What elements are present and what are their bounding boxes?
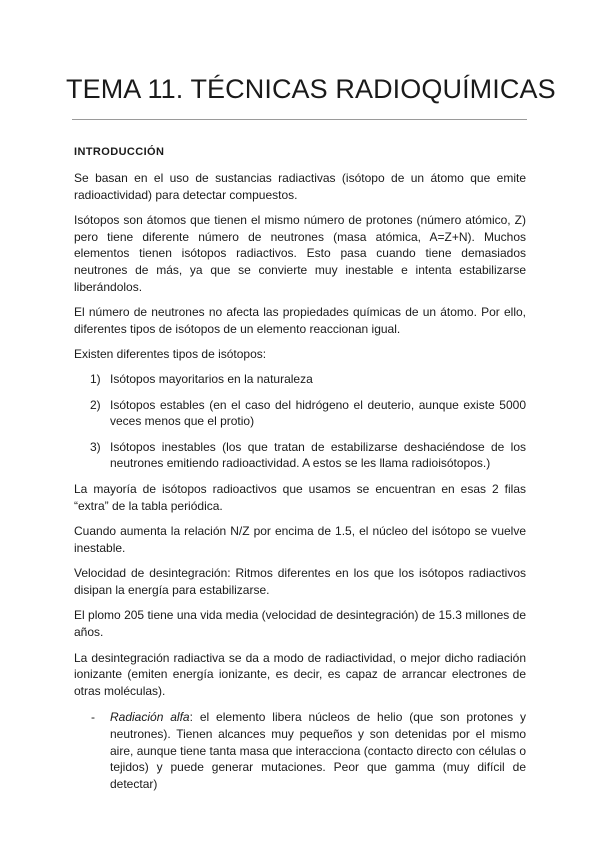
list-item-text: Isótopos estables (en el caso del hidrógeno el deuterio, aunque existe 5000 veces menos que el protio) (110, 397, 526, 429)
paragraph-decay-speed: Velocidad de desintegración: Ritmos diferentes en los que los isótopos radiactivos disipan la energía para estabilizarse. (74, 566, 526, 597)
isotope-types-list (74, 371, 526, 472)
paragraph-definition: Se basan en el uso de sustancias radiactivas (isótopo de un átomo que emite radioactividad) para detectar compuestos. (74, 171, 526, 202)
list-item (74, 439, 526, 472)
radiation-types-list (74, 709, 526, 792)
radiation-description: : el elemento libera núcleos de helio (que son protones y neutrones). Tienen alcances muy pequeños y son detenidas por el mismo aire, aunque tiene tanta masa que interacciona (contacto directo con células o tejidos) y puede generar mutaciones. Peor que gamma (muy difícil de detectar) (110, 710, 526, 791)
list-item (74, 709, 526, 792)
list-marker: 2) (90, 397, 101, 412)
list-item (74, 397, 526, 430)
page-title: TEMA 11. TÉCNICAS RADIOQUÍMICAS (66, 74, 556, 104)
paragraph-neutrons: El número de neutrones no afecta las propiedades químicas de un átomo. Por ello, diferentes tipos de isótopos de un elemento reaccionan igual. (74, 305, 526, 336)
paragraph-types-intro: Existen diferentes tipos de isótopos: (74, 347, 267, 362)
section-heading: INTRODUCCIÓN (74, 146, 165, 158)
list-marker: 3) (90, 439, 101, 454)
paragraph-lead-205: El plomo 205 tiene una vida media (velocidad de desintegración) de 15.3 millones de años. (74, 608, 526, 640)
list-item-text: Isótopos mayoritarios en la naturaleza (110, 371, 313, 386)
radiation-name: Radiación alfa (110, 710, 190, 725)
paragraph-ionizing: La desintegración radiactiva se da a modo de radiactividad, o mejor dicho radiación ionizante (emiten energía ionizante, es decir, es capaz de arrancar electrones de otras moléculas). (74, 650, 526, 698)
list-marker: - (91, 710, 95, 725)
list-item (74, 371, 526, 388)
list-item-text: Isótopos inestables (los que tratan de estabilizarse deshaciéndose de los neutrones emitiendo radioactividad. A estos se les llama radioisótopos.) (110, 439, 526, 471)
paragraph-nz-ratio: Cuando aumenta la relación N/Z por encima de 1.5, el núcleo del isótopo se vuelve inestable. (74, 524, 526, 555)
list-item-text (110, 709, 526, 792)
paragraph-periodic-table: La mayoría de isótopos radioactivos que usamos se encuentran en esas 2 filas “extra” de la tabla periódica. (74, 481, 526, 513)
title-divider (72, 119, 527, 120)
list-marker: 1) (90, 371, 101, 386)
paragraph-isotopes: Isótopos son átomos que tienen el mismo número de protones (número atómico, Z) pero tiene diferente número de neutrones (masa atómica, A=Z+N). Muchos elementos tienen isótopos radiactivos. Esto pasa cuando tiene demasiados neutrones de más, ya que se convierte muy inestable e intenta estabilizarse liberándolos. (74, 213, 526, 294)
